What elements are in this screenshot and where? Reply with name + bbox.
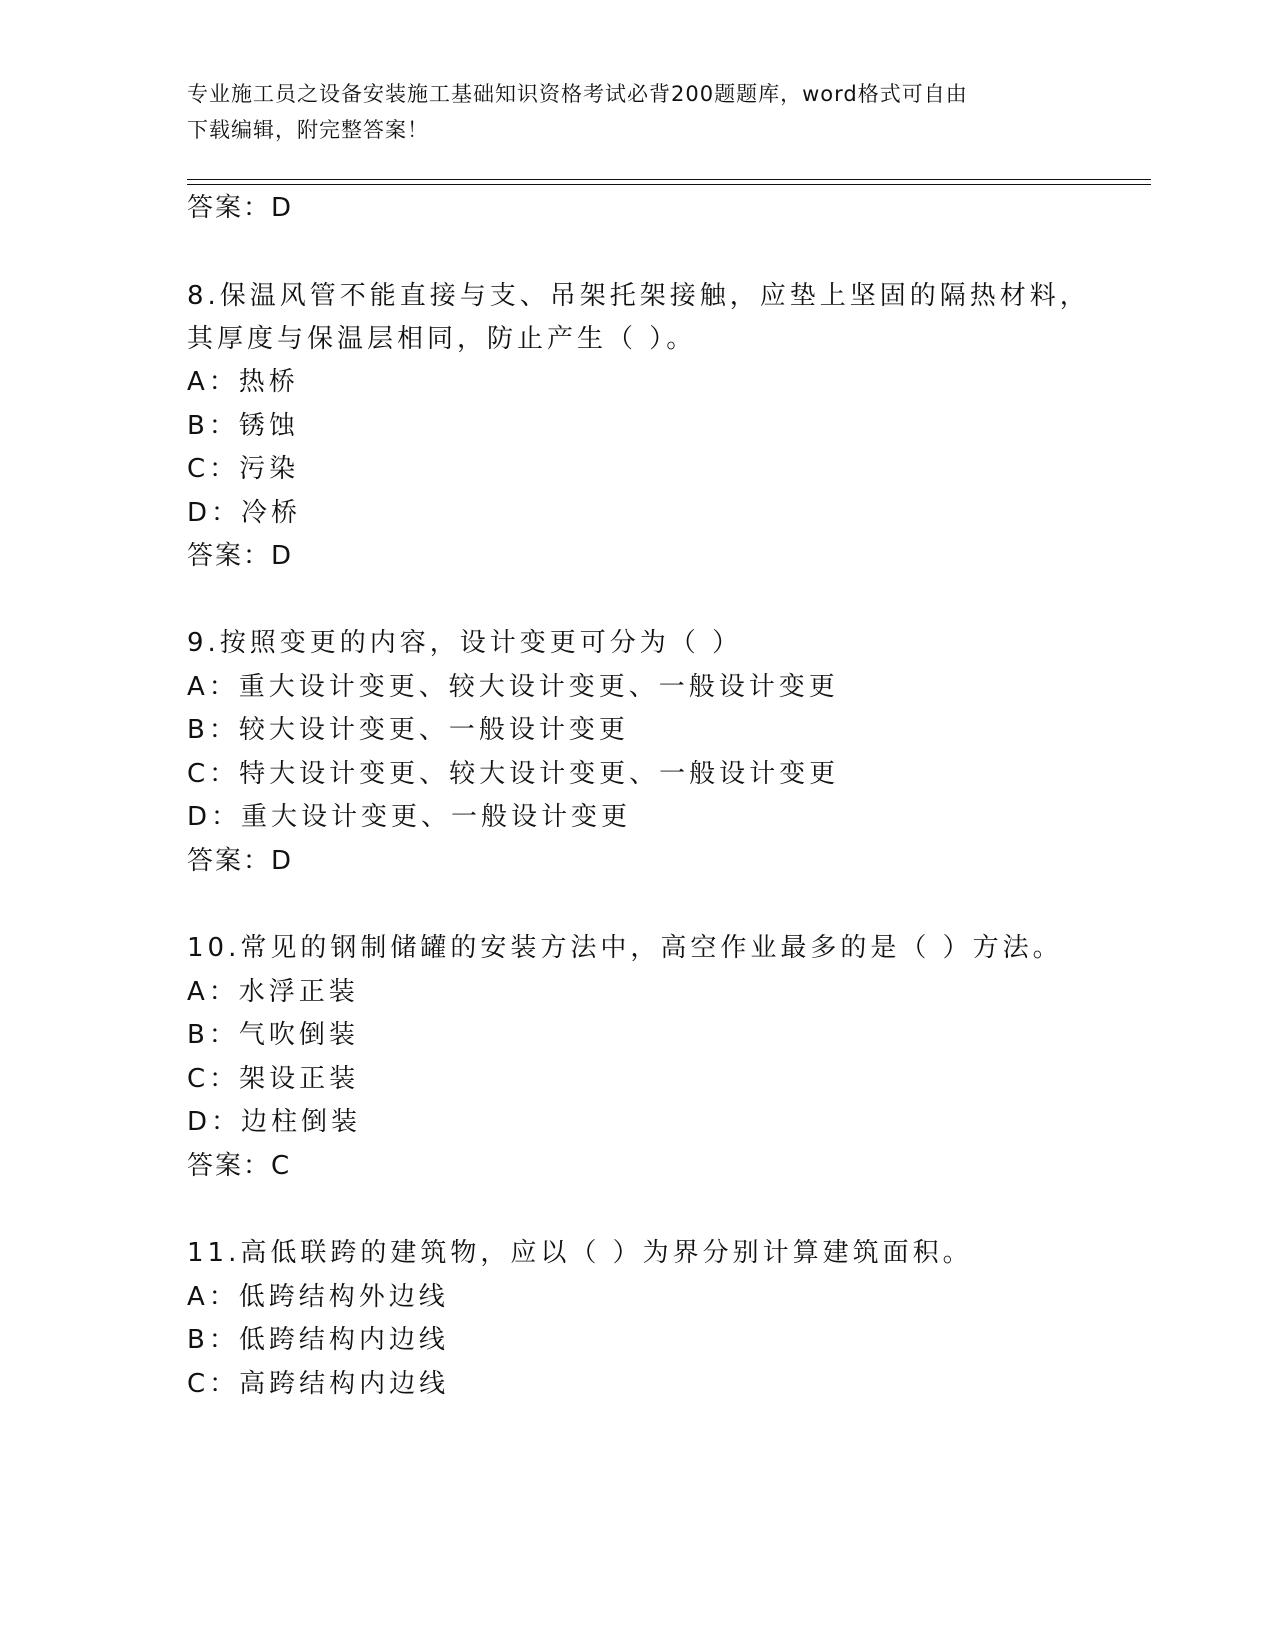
question-8-option-c: C：污染: [187, 454, 300, 484]
question-8-option-a: A：热桥: [187, 367, 299, 397]
question-8-answer: 答案：D: [187, 541, 294, 571]
header-rule-top: [187, 179, 1151, 180]
question-10-option-a: A：水浮正装: [187, 977, 359, 1007]
document-header: [187, 76, 1067, 148]
question-11-option-a: A：低跨结构外边线: [187, 1282, 449, 1312]
question-9-answer: 答案：D: [187, 846, 294, 876]
answer-text: 答案：D: [187, 193, 294, 223]
question-9-option-c: C：特大设计变更、较大设计变更、一般设计变更: [187, 759, 840, 789]
header-line-1: 专业施工员之设备安装施工基础知识资格考试必背200题题库，word格式可自由: [187, 82, 968, 106]
question-9-option-d: D：重大设计变更、一般设计变更: [187, 802, 632, 832]
question-11-option-b: B：低跨结构内边线: [187, 1325, 449, 1355]
question-10-stem: 10.常见的钢制储罐的安装方法中，高空作业最多的是（ ）方法。: [187, 933, 1063, 963]
header-rule-bottom: [187, 184, 1151, 185]
question-9-stem: 9.按照变更的内容，设计变更可分为（ ）: [187, 628, 743, 658]
question-10-option-c: C：架设正装: [187, 1064, 360, 1094]
question-11-stem: 11.高低联跨的建筑物，应以（ ）为界分别计算建筑面积。: [187, 1238, 973, 1268]
question-8-stem-line-2: 其厚度与保温层相同，防止产生（ ）。: [187, 324, 697, 354]
question-9-option-b: B：较大设计变更、一般设计变更: [187, 715, 629, 745]
question-8-stem-line-1: 8.保温风管不能直接与支、吊架托架接触，应垫上坚固的隔热材料，: [187, 281, 1090, 311]
question-8-option-b: B：锈蚀: [187, 411, 299, 441]
header-line-2: 下载编辑，附完整答案！: [187, 118, 429, 142]
question-11-option-c: C：高跨结构内边线: [187, 1369, 450, 1399]
question-10-option-b: B：气吹倒装: [187, 1020, 359, 1050]
question-8-option-d: D：冷桥: [187, 498, 302, 528]
question-10-option-d: D：边柱倒装: [187, 1107, 362, 1137]
question-10-answer: 答案：C: [187, 1151, 292, 1181]
question-9-option-a: A：重大设计变更、较大设计变更、一般设计变更: [187, 672, 839, 702]
